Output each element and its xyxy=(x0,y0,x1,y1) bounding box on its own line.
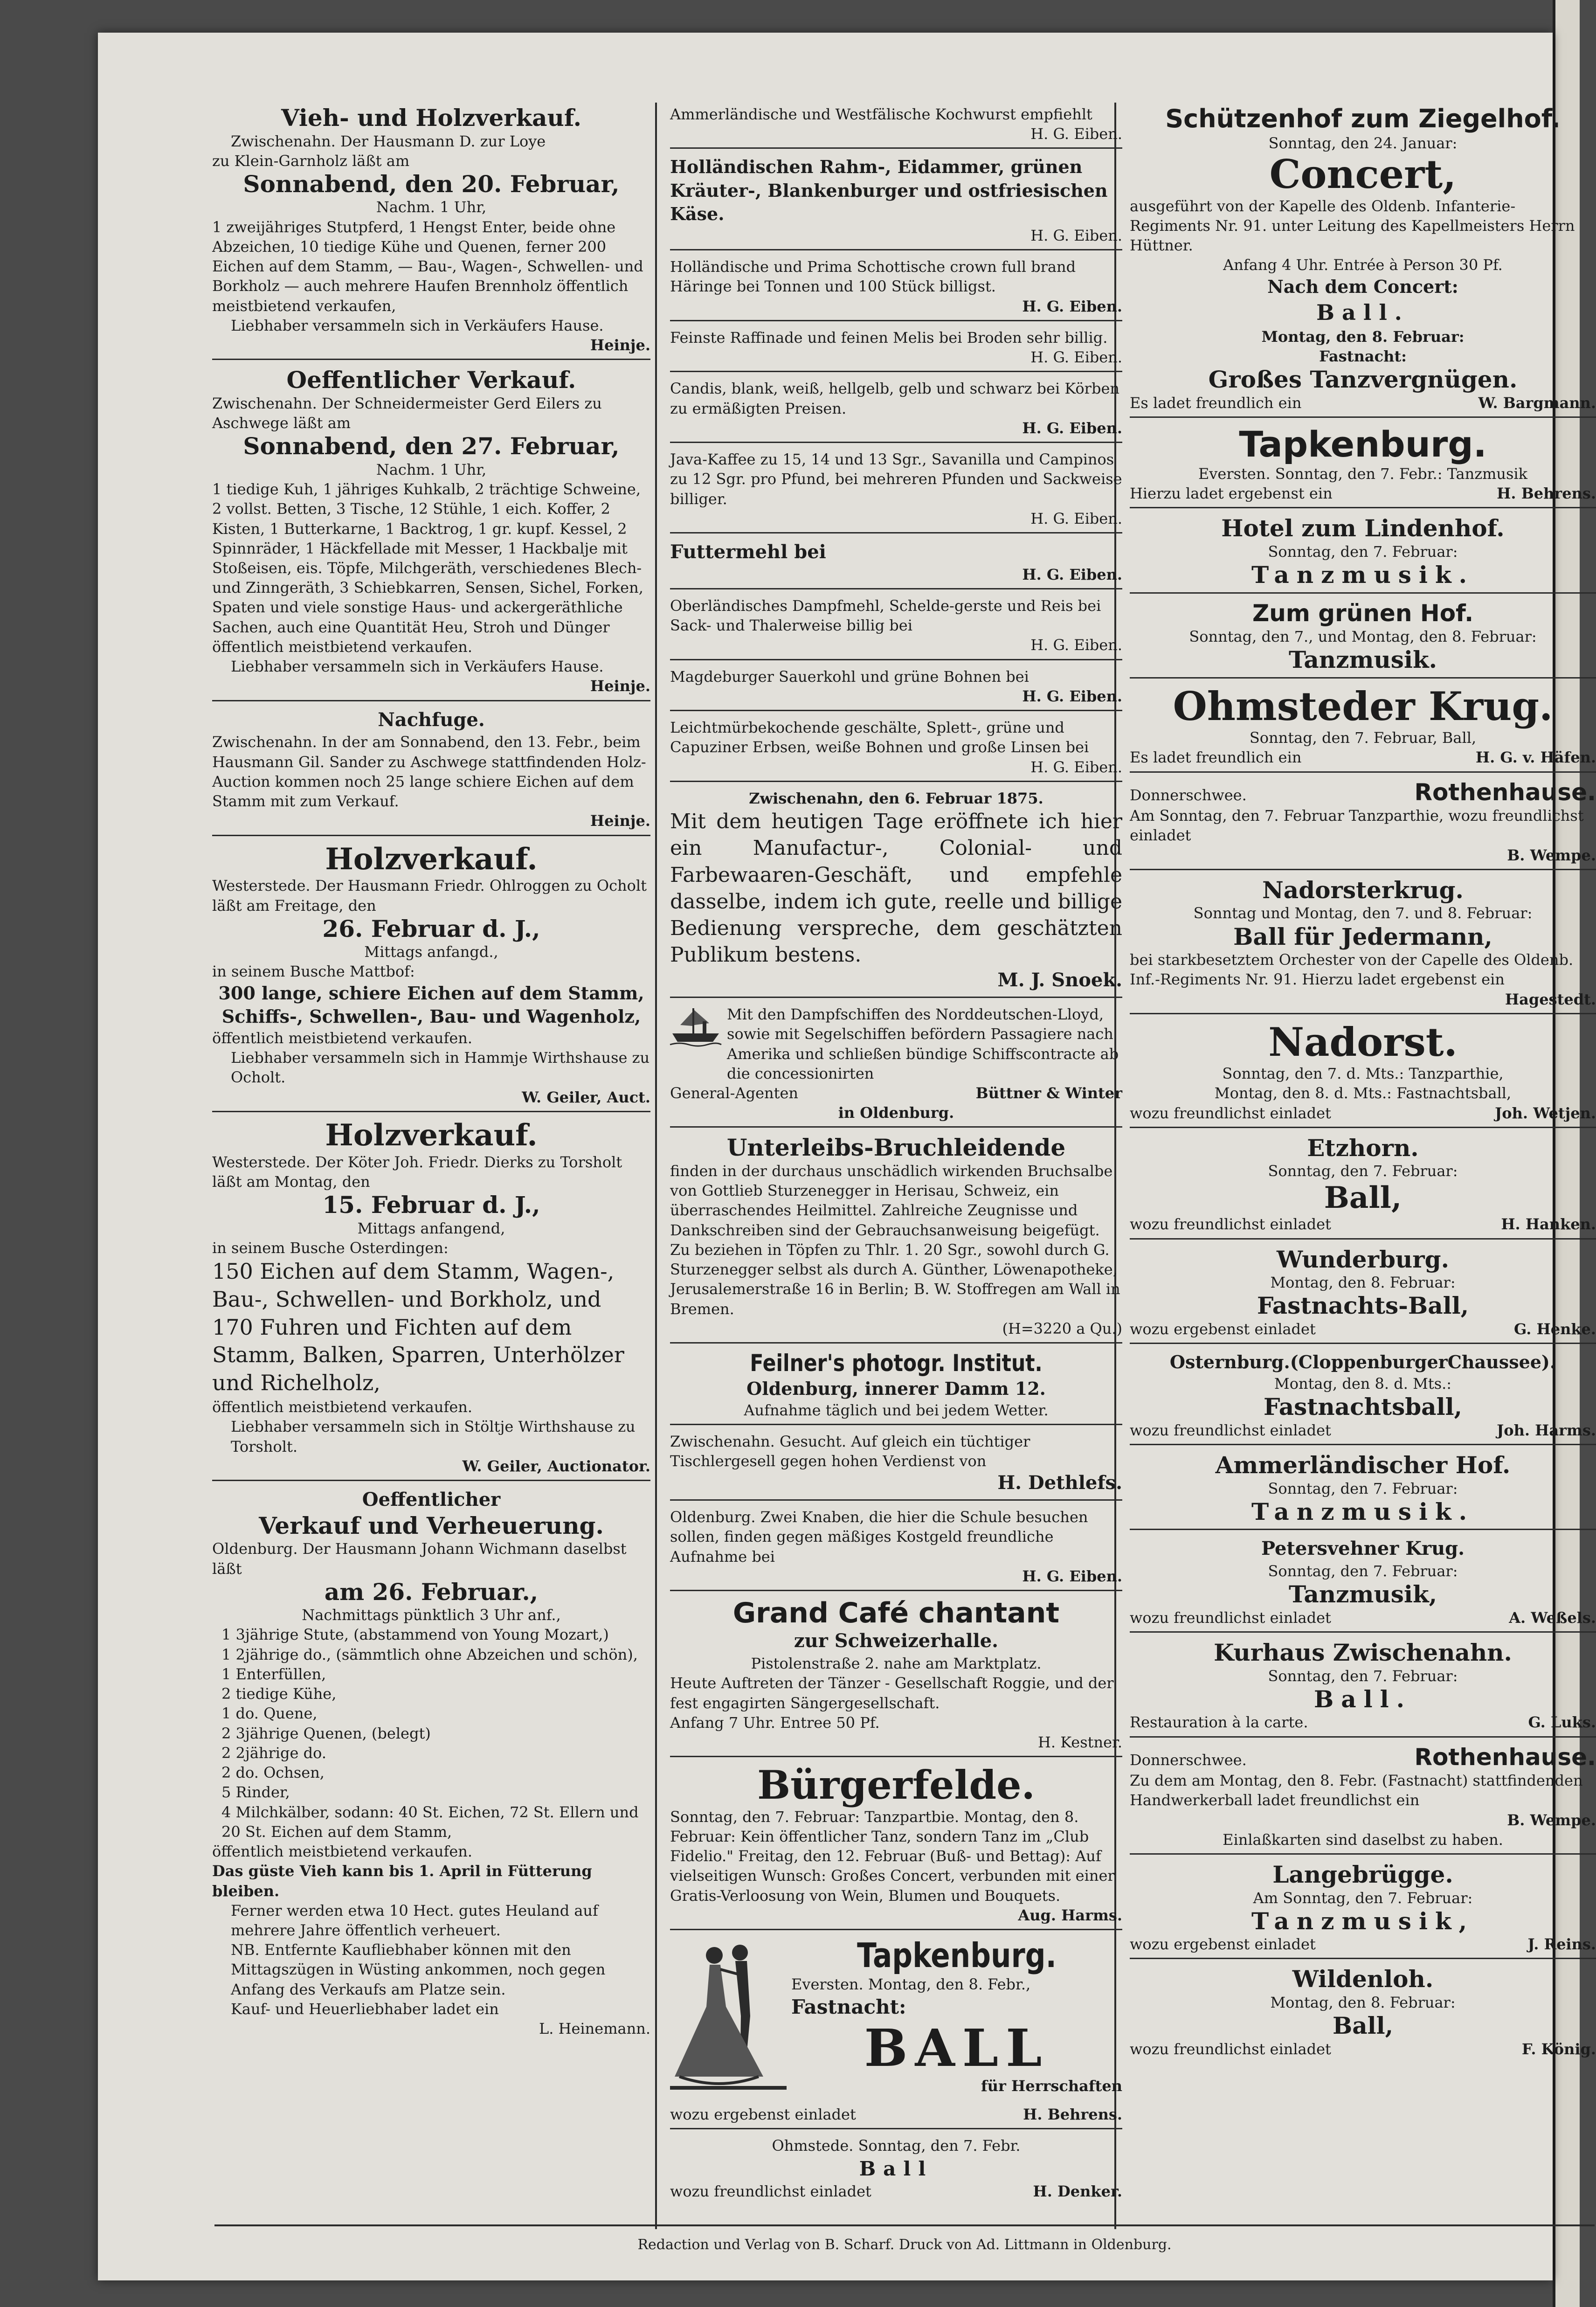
list-item: 2 do. Ochsen, xyxy=(221,1764,325,1782)
ad-body: Am Sonntag, den 7. Februar Tanzparthie, wozu freundlichst einladet xyxy=(1130,807,1584,845)
ad-signature: L. Heinemann. xyxy=(539,2020,650,2038)
ad-entry: Anfang 4 Uhr. Entrée à Person 30 Pf. xyxy=(1223,256,1503,274)
ad-body: ausgeführt von der Kapelle des Oldenb. Infanterie-Regiments Nr. 91. unter Leitung des Kapellmeisters Herrn Hüttner. xyxy=(1130,197,1575,255)
ad-title: Tapkenburg. xyxy=(857,1936,1057,1975)
ad-time: Mittags anfangend, xyxy=(357,1219,505,1237)
ad-event: Fastnachts-Ball, xyxy=(1257,1292,1469,1320)
ad-event: Tanzmusik. xyxy=(1288,646,1437,674)
imprint-footer: Redaction und Verlag von B. Scharf. Druck von Ad. Littmann in Oldenburg. xyxy=(214,2224,1595,2253)
ad-line: öffentlich meistbietend verkaufen. xyxy=(212,1029,473,1047)
ad-title: Nadorsterkrug. xyxy=(1262,876,1464,904)
ad-tapkenburg-ball xyxy=(670,1935,1122,2129)
ad-event: Ball, xyxy=(1332,2012,1394,2040)
ad-invite: wozu freundlichst einladet xyxy=(1130,2040,1331,2058)
ad-line: Ohmstede. Sonntag, den 7. Febr. xyxy=(772,2137,1021,2155)
ad-invite: wozu freundlichst einladet xyxy=(1130,1215,1331,1233)
ad-title: Hotel zum Lindenhof. xyxy=(1221,514,1505,542)
ad-dampfmehl xyxy=(670,594,1122,660)
ad-title: Oeffentlicher xyxy=(362,1488,501,1510)
ad-tischler xyxy=(670,1430,1122,1501)
ad-date: Montag, den 8. Februar: xyxy=(1270,1993,1456,2011)
ad-knaben xyxy=(670,1505,1122,1591)
newspaper-page xyxy=(98,33,1596,2280)
list-item: 2 3jährige Quenen, (belegt) xyxy=(221,1724,431,1742)
ad-event: Ball. xyxy=(1316,299,1409,325)
ad-signature: H. Behrens. xyxy=(1497,485,1596,503)
ad-line: in seinem Busche Osterdingen: xyxy=(212,1239,449,1257)
ad-body: Candis, blank, weiß, hellgelb, gelb und schwarz bei Körben zu ermäßigten Preisen. xyxy=(670,380,1119,417)
ad-body: Heute Auftreten der Tänzer - Gesellschaft Roggie, und der fest engagirten Sängergesellschaft. xyxy=(670,1674,1114,1712)
ad-candis xyxy=(670,377,1122,443)
ad-event: Concert, xyxy=(1269,151,1457,198)
ad-raffinade xyxy=(670,326,1122,372)
ad-signature: H. G. v. Häfen. xyxy=(1475,748,1596,767)
ad-holzverkauf-ohlroggen xyxy=(212,841,650,1112)
ad-signature: W. Geiler, Auctionator. xyxy=(462,1457,650,1475)
ad-title: Rothenhause. xyxy=(1414,1743,1596,1771)
ad-body: Sonntag, den 7. Februar: Tanzpartbie. Montag, den 8. Februar: Kein öffentlicher Tanz, sondern Tanz im „Club Fidelio." Freitag, den 12. Februar (Buß- und Bettag): Auf vielseitigen Wunsch: Großes Concert, verbunden mit einer Gratis-Verloosung von Wein, Blumen und Bouquets. xyxy=(670,1808,1115,1905)
ad-etzhorn xyxy=(1130,1133,1596,1240)
ad-title: Oeffentlicher Verkauf. xyxy=(286,366,576,394)
ad-title: Etzhorn. xyxy=(1307,1134,1419,1162)
ad-signature: H. G. Eiben. xyxy=(1030,758,1122,776)
ad-title: Verkauf und Verheuerung. xyxy=(259,1511,604,1539)
ad-date: Sonntag, den 7. Februar: xyxy=(1268,1479,1458,1497)
ad-haeringe xyxy=(670,255,1122,321)
ad-title: Kurhaus Zwischenahn. xyxy=(1214,1639,1512,1667)
ad-signature: H. G. Eiben. xyxy=(1022,419,1122,437)
ad-event: Ball xyxy=(859,2157,933,2180)
ad-nadorst xyxy=(1130,1019,1596,1128)
ad-dateline: Zwischenahn, den 6. Februar 1875. xyxy=(749,789,1043,807)
ad-title: Rothenhause. xyxy=(1414,778,1596,806)
ad-title: Tapkenburg. xyxy=(1239,423,1487,465)
ad-signature: Hagestedt. xyxy=(1505,990,1596,1008)
ad-sauerkohl xyxy=(670,665,1122,711)
ad-event: Tanzmusik. xyxy=(1251,1497,1475,1525)
ad-line: Eversten. Sonntag, den 7. Febr.: Tanzmusik xyxy=(1198,464,1528,483)
ad-rothenhause-2 xyxy=(1130,1742,1596,1855)
ad-date: 26. Februar d. J., xyxy=(322,914,540,942)
ad-signature: F. König. xyxy=(1521,2040,1596,2058)
ad-body: Futtermehl bei xyxy=(670,540,826,563)
ad-signature: H. Hanken. xyxy=(1501,1215,1596,1233)
item-list xyxy=(212,1625,650,1842)
ship-icon xyxy=(670,1005,721,1046)
ad-invite: wozu freundlichst einladet xyxy=(1130,1608,1331,1627)
ad-invite: wozu ergebenst einladet xyxy=(1130,1935,1316,1954)
ad-vieh-holzverkauf xyxy=(212,103,650,360)
ad-erbsen xyxy=(670,716,1122,782)
list-item: 5 Rinder, xyxy=(221,1783,290,1801)
ad-place: in Oldenburg. xyxy=(838,1104,954,1122)
ad-invite: Es ladet freundlich ein xyxy=(1130,748,1302,767)
ad-signature: Joh. Wetjen. xyxy=(1495,1104,1596,1122)
ad-title: Vieh- und Holzverkauf. xyxy=(281,104,582,132)
ad-signature: H. G. Eiben. xyxy=(1030,636,1122,654)
ad-title: Bürgerfelde. xyxy=(757,1762,1035,1808)
list-item: 2 tiedige Kühe, xyxy=(221,1685,337,1703)
ad-date: Am Sonntag, den 7. Februar: xyxy=(1253,1889,1473,1907)
ad-body: Holländischen Rahm-, Eidammer, grünen Kräuter-, Blankenburger und ostfriesischen Käse. xyxy=(670,156,1108,224)
ad-buergerfelde xyxy=(670,1762,1122,1930)
ad-ammerlaendischer-hof xyxy=(1130,1450,1596,1530)
ad-event: Fastnachtsball, xyxy=(1264,1393,1462,1421)
ad-invite: Hierzu ladet ergebenst ein xyxy=(1130,485,1333,503)
ad-place: Donnerschwee. xyxy=(1130,1751,1247,1769)
ad-body: Leichtmürbekochende geschälte, Splett-, grüne und Capuziner Erbsen, weiße Bohnen und große Linsen bei xyxy=(670,719,1089,756)
ad-signature: H. G. Eiben. xyxy=(1022,1567,1122,1585)
ad-signature: H. G. Eiben. xyxy=(1030,125,1122,143)
ad-signature: W. Geiler, Auct. xyxy=(522,1088,650,1106)
ad-petersvehner-krug xyxy=(1130,1535,1596,1633)
ad-subtitle: zur Schweizerhalle. xyxy=(794,1630,999,1652)
list-item: 1 do. Quene, xyxy=(221,1704,318,1723)
ad-address: Pistolenstraße 2. nahe am Marktplatz. xyxy=(751,1655,1042,1673)
ad-signature: H. Behrens. xyxy=(1023,2106,1122,2124)
ad-lindenhof xyxy=(1130,513,1596,593)
ad-feilner xyxy=(670,1348,1122,1425)
ad-body: Oldenburg. Zwei Knaben, die hier die Schule besuchen sollen, finden gegen mäßiges Kostgeld freundliche Aufnahme bei xyxy=(670,1508,1088,1566)
ad-closing: Liebhaber versammeln sich in Stöltje Wirthshause zu Torsholt. xyxy=(231,1418,636,1455)
ad-item: 170 Fuhren und Fichten auf dem Stamm, Balken, Sparren, Unterhölzer und Richelholz, xyxy=(212,1314,624,1396)
ad-time: Mittags anfangd., xyxy=(364,943,498,961)
list-item: 4 Milchkälber, sodann: 40 St. Eichen, 72 St. Ellern und 20 St. Eichen auf dem Stamm, xyxy=(221,1803,639,1841)
ad-invite: wozu ergebenst einladet xyxy=(1130,1320,1316,1338)
ad-title: Schützenhof zum Ziegelhof. xyxy=(1165,104,1561,133)
ad-signature: Joh. Harms. xyxy=(1497,1421,1596,1439)
ad-line: Eversten. Montag, den 8. Febr., xyxy=(791,1975,1031,1993)
ad-line: Sonntag, den 7. d. Mts.: Tanzparthie, xyxy=(1222,1065,1504,1083)
ad-line: Westerstede. Der Köter Joh. Friedr. Dierks zu Torsholt läßt am Montag, den xyxy=(212,1153,622,1191)
ad-line: zu Klein-Garnholz läßt am xyxy=(212,152,410,170)
ad-signature: Heinje. xyxy=(590,336,650,354)
ad-gruenen-hof xyxy=(1130,598,1596,679)
ad-ball: BALL xyxy=(864,2018,1050,2078)
ad-kaese xyxy=(670,153,1122,250)
ad-line: Montag, den 8. d. Mts.: Fastnachtsball, xyxy=(1214,1084,1512,1102)
ad-title: Nadorst. xyxy=(1268,1018,1458,1065)
ad-kochwurst xyxy=(670,103,1122,149)
ad-invite: wozu freundlichst einladet xyxy=(1130,1104,1331,1122)
ad-body: Zwischenahn. In der am Sonnabend, den 13. Febr., beim Hausmann Gil. Sander zu Aschwege stattfindenden Holz- Auction kommen noch 25 lange schiere Eichen auf dem Stamm mit zum Verkauf. xyxy=(212,733,646,811)
ad-signature: M. J. Snoek. xyxy=(997,969,1122,991)
ad-line: Nach dem Concert: xyxy=(1267,276,1458,297)
ad-title: Feilner's photogr. Institut. xyxy=(750,1350,1043,1377)
column-right xyxy=(1130,103,1596,2067)
ad-invite: wozu ergebenst einladet xyxy=(670,2106,856,2124)
ad-line: Zwischenahn. Der Schneidermeister Gerd Eilers zu Aschwege läßt am xyxy=(212,394,602,432)
ad-body: Mit den Dampfschiffen des Norddeutschen-Lloyd, sowie mit Segelschiffen befördern Passagiere nach Amerika und schließen bündige Schiffscontracte ab die concessionirten xyxy=(727,1005,1119,1082)
ad-body: Holländische und Prima Schottische crown full brand Häringe bei Tonnen und 100 Stück billigst. xyxy=(670,258,1076,296)
column-left xyxy=(212,103,650,2047)
ad-body: Ammerländische und Westfälische Kochwurst empfiehlt xyxy=(670,105,1092,123)
ad-invite: Es ladet freundlich ein xyxy=(1130,394,1302,412)
ad-line: Zwischenahn. Der Hausmann D. zur Loye xyxy=(231,132,546,150)
ad-note: NB. Entfernte Kaufliebhaber können mit den Mittagszügen in Wüsting ankommen, noch gegen Anfang des Verkaufs am Platze sein. xyxy=(231,1941,606,1998)
ad-futtermehl xyxy=(670,538,1122,589)
ad-highlight: 300 lange, schiere Eichen auf dem Stamm, Schiffs-, Schwellen-, Bau- und Wagenholz, xyxy=(218,982,644,1027)
ad-date: 15. Februar d. J., xyxy=(322,1191,540,1219)
ad-body: Zu dem am Montag, den 8. Febr. (Fastnacht) stattfindenden Handwerkerball ladet freundlichst ein xyxy=(1130,1772,1583,1809)
ad-event: Tanzmusik. xyxy=(1251,561,1475,589)
ad-line: Westerstede. Der Hausmann Friedr. Ohlroggen zu Ocholt läßt am Freitage, den xyxy=(212,877,647,914)
ad-kaffee xyxy=(670,448,1122,533)
ad-time: Nachmittags pünktlich 3 Uhr anf., xyxy=(302,1606,561,1624)
ad-closing: Liebhaber versammeln sich in Verkäufers Hause. xyxy=(231,658,604,676)
dancing-couple-illustration xyxy=(670,1937,787,2105)
ad-line: Restauration à la carte. xyxy=(1130,1713,1308,1732)
ad-body: 1 zweijähriges Stutpferd, 1 Hengst Enter, beide ohne Abzeichen, 10 tiedige Kühe und Quenen, ferner 200 Eichen auf dem Stamm, — Bau-, Wagen-, Schwellen- und Borkholz — auch mehrere Haufen Brennholz öffentlich meistbietend verkaufen, xyxy=(212,218,643,315)
column-rule xyxy=(655,103,657,2229)
ad-title: Wildenloh. xyxy=(1292,1965,1434,1993)
ad-closing: Kauf- und Heuerliebhaber ladet ein xyxy=(231,2000,499,2018)
ad-title: Grand Café chantant xyxy=(732,1597,1060,1630)
list-item: 1 2jährige do., (sämmtlich ohne Abzeichen und schön), xyxy=(221,1645,638,1663)
ad-signature: H. G. Eiben. xyxy=(1030,226,1122,244)
ad-signature: A. Weßels. xyxy=(1509,1608,1596,1627)
ad-signature: H. G. Eiben. xyxy=(1030,509,1122,527)
ad-event: Ball, xyxy=(1324,1180,1402,1215)
ad-label: General-Agenten xyxy=(670,1084,799,1102)
ad-time: Nachm. 1 Uhr, xyxy=(376,198,487,216)
ad-invite: wozu freundlichst einladet xyxy=(1130,1421,1331,1439)
ad-title: Langebrügge. xyxy=(1272,1861,1453,1889)
ad-ohmsteder-krug xyxy=(1130,683,1596,773)
ad-tapkenburg xyxy=(1130,423,1596,509)
ad-date: Sonntag, den 7. Februar: xyxy=(1268,1667,1458,1685)
ad-body: bei starkbesetztem Orchester von der Capelle des Oldenb. Inf.-Regiments Nr. 91. Hierzu ladet ergebenst ein xyxy=(1130,951,1574,989)
ad-line: öffentlich meistbietend verkaufen. xyxy=(212,1843,473,1861)
ad-body: Zwischenahn. Gesucht. Auf gleich ein tüchtiger Tischlergesell gegen hohen Verdienst von xyxy=(670,1432,1030,1470)
ad-schuetzenhof xyxy=(1130,103,1596,418)
list-item: 1 3jährige Stute, (abstammend von Young Mozart,) xyxy=(221,1626,609,1644)
ad-signature: H. G. Eiben. xyxy=(1022,687,1122,705)
ad-time: Nachm. 1 Uhr, xyxy=(376,460,487,478)
ad-signature: J. Reins. xyxy=(1527,1935,1596,1954)
ad-body: Java-Kaffee zu 15, 14 und 13 Sgr., Savanilla und Campinos zu 12 Sgr. pro Pfund, bei mehreren Pfunden und Sackweise billiger. xyxy=(670,450,1122,508)
ad-title: Ohmsteder Krug. xyxy=(1173,683,1553,729)
ad-event: Tanzmusik, xyxy=(1251,1907,1475,1935)
ad-date: Sonntag, den 7. Februar: xyxy=(1268,542,1458,561)
ad-signature: Heinje. xyxy=(590,677,650,695)
ad-invite: wozu freundlichst einladet xyxy=(670,2182,871,2201)
ad-wunderburg xyxy=(1130,1244,1596,1344)
ad-line: Fastnacht: xyxy=(791,1995,906,2018)
ad-address: Oldenburg, innerer Damm 12. xyxy=(746,1378,1046,1399)
ad-date: Sonntag, den 7. Februar: xyxy=(1268,1162,1458,1180)
ad-ref: (H=3220 a Qu.) xyxy=(1002,1319,1122,1337)
ad-line: öffentlich meistbietend verkaufen. xyxy=(212,1398,473,1416)
ad-date: am 26. Februar., xyxy=(324,1578,539,1606)
ad-nachfuge xyxy=(212,706,650,836)
ad-title: Zum grünen Hof. xyxy=(1252,599,1474,627)
ad-line: Montag, den 8. Februar: xyxy=(1261,327,1465,346)
ad-body: Mit dem heutigen Tage eröffnete ich hier ein Manufactur-, Colonial- und Farbewaaren-Geschäft, und empfehle dasselbe, indem ich gute, reelle und billige Bedienung verspreche, dem geschätzten Publikum bestens. xyxy=(670,810,1122,967)
ad-line: für Herrschaften xyxy=(981,2077,1122,2095)
ad-grand-cafe xyxy=(670,1596,1122,1757)
ad-date: Montag, den 8. Februar: xyxy=(1270,1274,1456,1292)
ad-snoek xyxy=(670,787,1122,998)
ad-body: Magdeburger Sauerkohl und grüne Bohnen bei xyxy=(670,667,1029,686)
ad-place: Donnerschwee. xyxy=(1130,786,1247,804)
ad-date: Sonntag, den 24. Januar: xyxy=(1268,134,1458,152)
ad-holzverkauf-dierks xyxy=(212,1117,650,1481)
ad-title: Wunderburg. xyxy=(1277,1245,1449,1273)
ad-closing: Liebhaber versammeln sich in Hammje Wirthshause zu Ocholt. xyxy=(231,1049,650,1087)
ad-title: Ammerländischer Hof. xyxy=(1215,1451,1511,1479)
ad-date: Sonnabend, den 20. Februar, xyxy=(243,170,620,198)
ad-date: Sonntag, den 7. Februar, Ball, xyxy=(1249,729,1477,747)
ad-line: Oldenburg. Der Hausmann Johann Wichmann daselbst läßt xyxy=(212,1540,627,1578)
ad-line: Fastnacht: xyxy=(1319,347,1407,365)
ad-signature: H. Kestner. xyxy=(1037,1733,1122,1752)
ad-oeffentlicher-verkauf xyxy=(212,365,650,701)
ad-signature: B. Wempe. xyxy=(1507,1811,1596,1829)
ad-signature: Heinje. xyxy=(590,812,650,830)
ad-signature: G. Luks. xyxy=(1528,1713,1596,1732)
ad-lloyd xyxy=(670,1003,1122,1128)
list-item: 2 2jährige do. xyxy=(221,1744,326,1762)
ad-kurhaus xyxy=(1130,1637,1596,1737)
ad-closing: Liebhaber versammeln sich in Verkäufers Hause. xyxy=(231,316,604,334)
ad-date: Sonntag, den 7. Februar: xyxy=(1268,1562,1458,1580)
list-item: 1 Enterfüllen, xyxy=(221,1665,326,1683)
ad-body: Feinste Raffinade und feinen Melis bei Broden sehr billig. xyxy=(670,328,1108,346)
ad-wildenloh xyxy=(1130,1964,1596,2062)
ad-title: Holzverkauf. xyxy=(325,1117,538,1153)
ad-signature: H. G. Eiben. xyxy=(1030,348,1122,367)
ad-signature: H. G. Eiben. xyxy=(1022,565,1122,583)
ad-title: Osternburg.(CloppenburgerChaussee). xyxy=(1169,1351,1556,1372)
ad-osternburg xyxy=(1130,1349,1596,1445)
ad-event: Tanzmusik, xyxy=(1288,1580,1437,1608)
ad-signature: Aug. Harms. xyxy=(1018,1906,1122,1924)
ad-note: Ferner werden etwa 10 Hect. gutes Heuland auf mehrere Jahre öffentlich verheuert. xyxy=(231,1901,598,1939)
ad-note: Das güste Vieh kann bis 1. April in Fütterung bleiben. xyxy=(212,1862,592,1900)
ad-event: Ball. xyxy=(1313,1685,1412,1713)
ad-signature: H. Dethlefs. xyxy=(997,1472,1122,1494)
ad-signature: G. Henke. xyxy=(1514,1320,1596,1338)
ad-body: 1 tiedige Kuh, 1 jähriges Kuhkalb, 2 trächtige Schweine, 2 vollst. Betten, 3 Tische, 12 Stühle, 1 eich. Koffer, 2 Kisten, 1 Butterkarne, 1 Backtrog, 1 gr. kupf. Kessel, 2 Spinnräder, 1 Häckfellade mit Messer, 1 Hackbalje mit Stoßeisen, eis. Töpfe, Milchgeräth, verschiedenes Blech- und Zinngeräth, 3 Schiebkarren, Sensen, Sichel, Forken, Spaten und viele sonstige Haus- und ackergeräthliche Sachen, auch eine Quantität Heu, Stroh und Dünger öffentlich meistbietend verkaufen. xyxy=(212,480,643,656)
ad-signature: B. Wempe. xyxy=(1507,846,1596,864)
ad-signature: H. G. Eiben. xyxy=(1022,297,1122,315)
ad-body: finden in der durchaus unschädlich wirkenden Bruchsalbe von Gottlieb Sturzenegger in Herisau, Schweiz, ein überraschendes Heilmittel. Zahlreiche Zeugnisse und Dankschreiben sind der Gebrauchsanweisung beigefügt. Zu beziehen in Töpfen zu Thlr. 1. 20 Sgr., sowohl durch G. Sturzenegger selbst als durch A. Günther, Löwenapotheke, Jerusalemerstraße 16 in Berlin; B. W. Stoffregen am Wall in Bremen. xyxy=(670,1162,1120,1318)
ad-body: Oberländisches Dampfmehl, Schelde-gerste und Reis bei Sack- und Thalerweise billig bei xyxy=(670,597,1101,635)
ad-date: Sonnabend, den 27. Februar, xyxy=(243,432,620,460)
ad-note: Aufnahme täglich und bei jedem Wetter. xyxy=(744,1401,1049,1419)
ad-date: Sonntag, den 7., und Montag, den 8. Februar: xyxy=(1189,628,1537,646)
ad-title: Petersvehner Krug. xyxy=(1261,1538,1465,1560)
ad-title: Nachfuge. xyxy=(378,708,485,731)
ad-date: Sonntag und Montag, den 7. und 8. Februar: xyxy=(1193,904,1533,922)
ad-line: in seinem Busche Mattbof: xyxy=(212,963,415,981)
ad-time: Anfang 7 Uhr. Entree 50 Pf. xyxy=(670,1713,880,1732)
ad-signature: W. Bargmann. xyxy=(1478,394,1596,412)
ad-signature: H. Denker. xyxy=(1033,2182,1122,2201)
ad-bruchleidende xyxy=(670,1132,1122,1344)
ad-item: 150 Eichen auf dem Stamm, Wagen-, Bau-, Schwellen- und Borkholz, und xyxy=(212,1259,615,1312)
ad-title: Holzverkauf. xyxy=(325,841,538,877)
ad-date: Montag, den 8. d. Mts.: xyxy=(1274,1375,1452,1393)
ad-ohmstede-ball xyxy=(670,2134,1122,2205)
ad-rothenhause-1 xyxy=(1130,777,1596,870)
ad-event: Ball für Jedermann, xyxy=(1233,922,1492,950)
ad-note: Einlaßkarten sind daselbst zu haben. xyxy=(1223,1830,1503,1849)
ad-nadorsterkrug xyxy=(1130,875,1596,1014)
ad-event: Großes Tanzvergnügen. xyxy=(1208,366,1518,393)
ad-verkauf-verheuerung xyxy=(212,1486,650,2042)
column-middle xyxy=(670,103,1122,2210)
ad-langebruegge xyxy=(1130,1859,1596,1959)
ad-title: Unterleibs-Bruchleidende xyxy=(726,1134,1066,1162)
ad-firm: Büttner & Winter xyxy=(975,1084,1122,1102)
